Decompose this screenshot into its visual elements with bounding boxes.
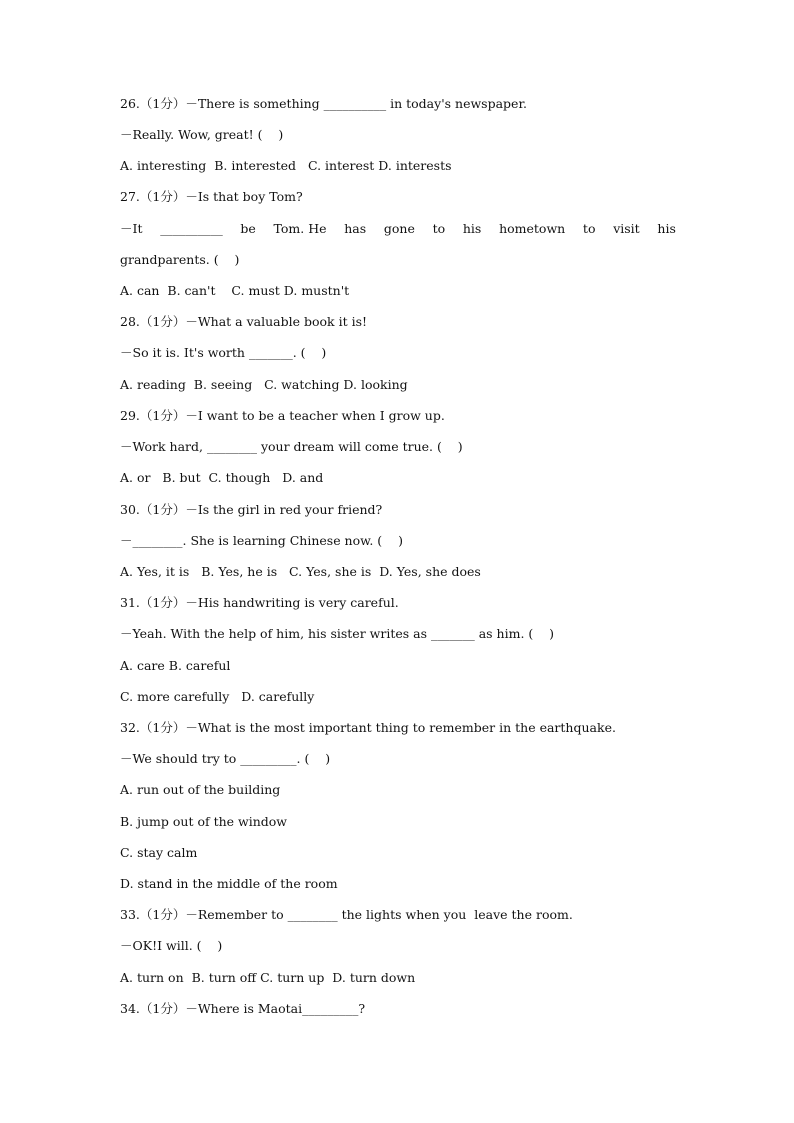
- word: Tom. He: [273, 221, 327, 236]
- question-26-response: －Really. Wow, great! ( ): [120, 127, 284, 142]
- question-33-options: A. turn on B. turn off C. turn up D. turn down: [120, 970, 416, 985]
- word: gone: [383, 221, 415, 236]
- question-29-options: A. or B. but C. though D. and: [120, 470, 324, 485]
- question-29: 29.（1分）－I want to be a teacher when I grow up.: [120, 408, 445, 423]
- question-32-option-a: A. run out of the building: [120, 782, 281, 797]
- question-31: 31.（1分）－His handwriting is very careful.: [120, 595, 399, 610]
- question-31-options-line-2: C. more carefully D. carefully: [120, 689, 315, 704]
- word: visit: [613, 221, 640, 236]
- word: be: [240, 221, 256, 236]
- question-26: 26.（1分）－There is something __________ in today's newspaper.: [120, 96, 528, 111]
- question-28-options: A. reading B. seeing C. watching D. looking: [120, 377, 408, 392]
- question-28: 28.（1分）－What a valuable book it is!: [120, 314, 368, 329]
- question-27-response-continued: grandparents. ( ): [120, 252, 240, 267]
- question-32: 32.（1分）－What is the most important thing to remember in the earthquake.: [120, 720, 616, 735]
- question-31-response: －Yeah. With the help of him, his sister writes as _______ as him. ( ): [120, 626, 555, 641]
- question-26-options: A. interesting B. interested C. interest D. interests: [120, 158, 452, 173]
- question-29-response: －Work hard, ________ your dream will come true. ( ): [120, 439, 463, 454]
- question-32-option-c: C. stay calm: [120, 845, 198, 860]
- word: hometown: [499, 221, 566, 236]
- question-30: 30.（1分）－Is the girl in red your friend?: [120, 502, 383, 517]
- word: has: [344, 221, 367, 236]
- word: －It: [120, 221, 143, 236]
- word: his: [462, 221, 482, 236]
- word: to: [582, 221, 596, 236]
- question-33: 33.（1分）－Remember to ________ the lights when you leave the room.: [120, 907, 573, 922]
- question-32-option-b: B. jump out of the window: [120, 814, 288, 829]
- question-27-options: A. can B. can't C. must D. mustn't: [120, 283, 350, 298]
- word: his: [657, 221, 676, 236]
- question-32-option-d: D. stand in the middle of the room: [120, 876, 338, 891]
- question-33-response: －OK!I will. ( ): [120, 938, 223, 953]
- blank: __________: [160, 221, 223, 236]
- question-34: 34.（1分）－Where is Maotai_________?: [120, 1001, 366, 1016]
- question-27: 27.（1分）－Is that boy Tom?: [120, 189, 303, 204]
- question-32-response: －We should try to _________. ( ): [120, 751, 331, 766]
- question-27-response: [120, 221, 676, 237]
- question-30-response: －________. She is learning Chinese now. ( ): [120, 533, 403, 548]
- question-31-options-line-1: A. care B. careful: [120, 658, 231, 673]
- word: to: [432, 221, 446, 236]
- question-28-response: －So it is. It's worth _______. ( ): [120, 345, 327, 360]
- question-30-options: A. Yes, it is B. Yes, he is C. Yes, she is D. Yes, she does: [120, 564, 481, 579]
